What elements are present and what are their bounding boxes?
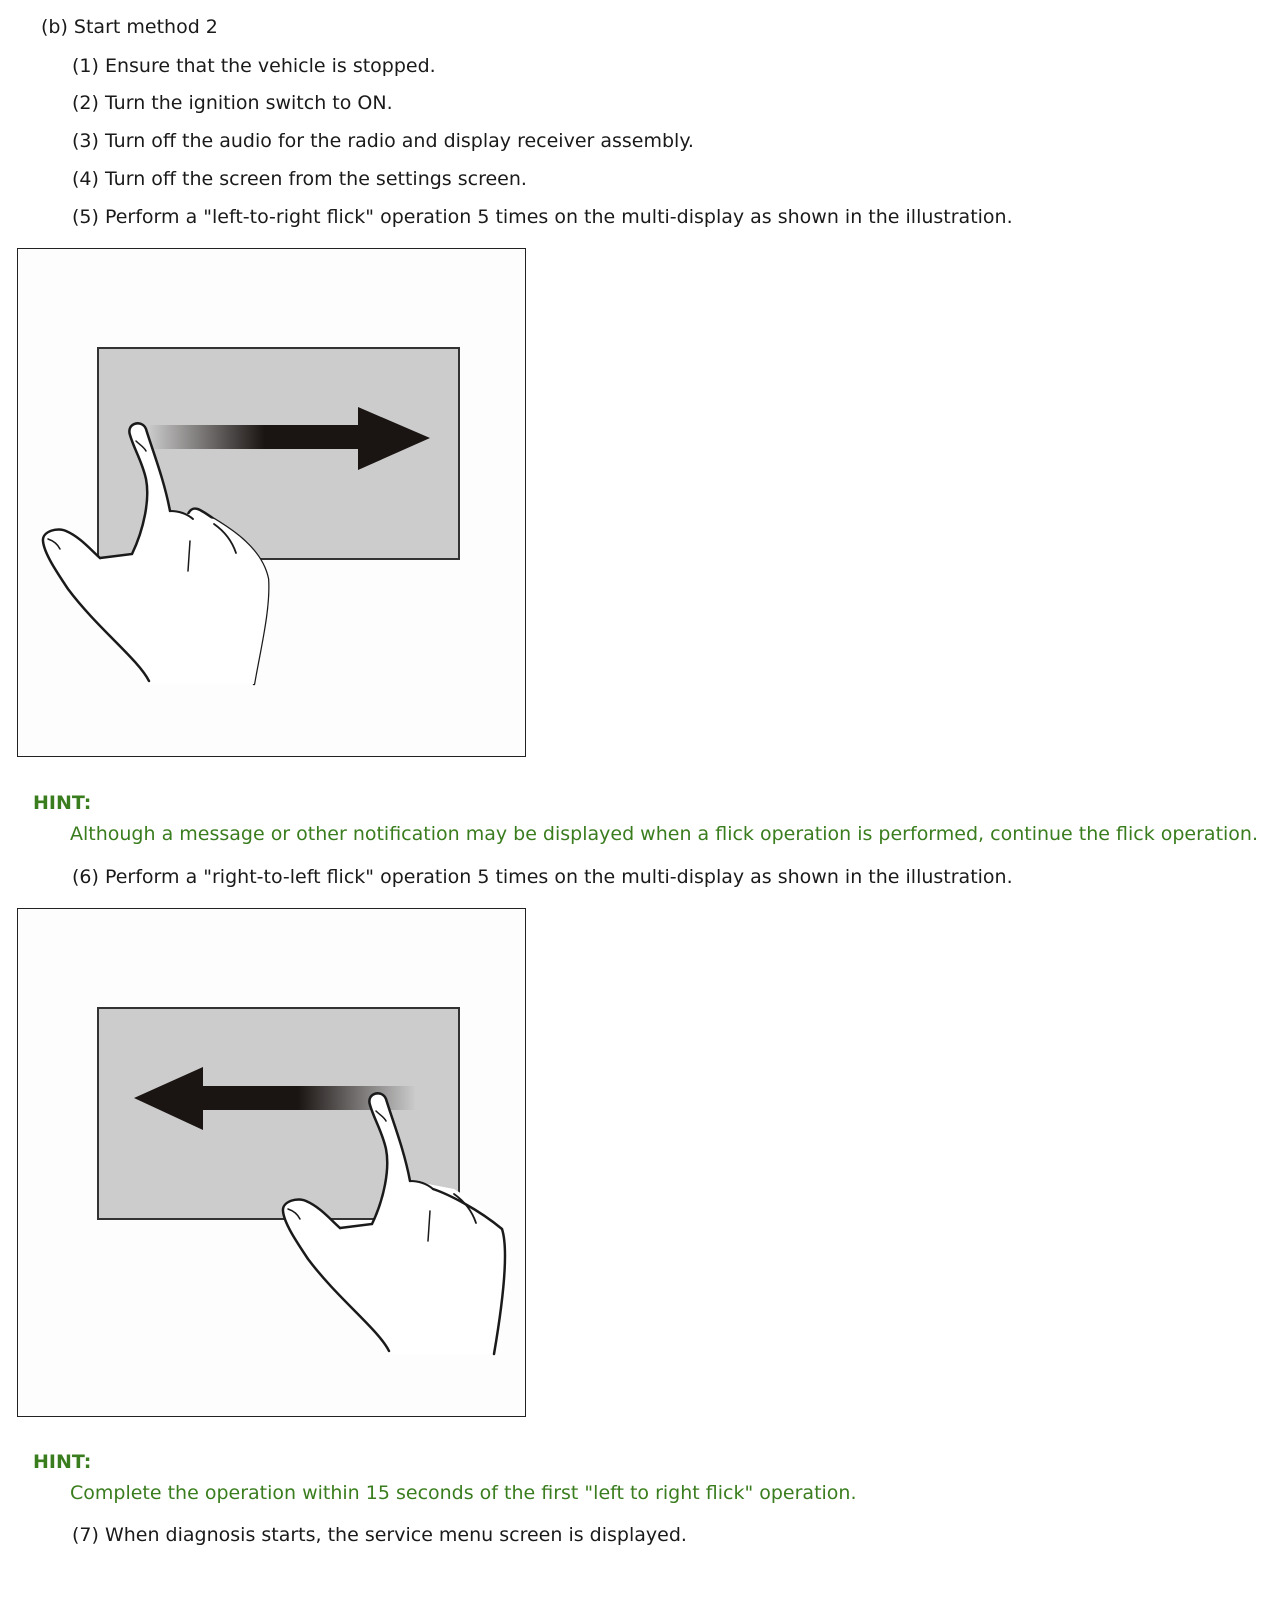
flick-arrow-shaft [148, 425, 360, 449]
hint-label-2: HINT: [33, 1451, 92, 1473]
hint-label-1: HINT: [33, 792, 92, 814]
hint-text-1: Although a message or other notification may be displayed when a flick operation is performed, continue the flick operation. [70, 823, 1259, 845]
step-5: (5) Perform a "left-to-right flick" operation 5 times on the multi-display as shown in the illustration. [72, 206, 1013, 228]
step-3: (3) Turn off the audio for the radio and display receiver assembly. [72, 130, 694, 152]
right-to-left-flick-figure [17, 908, 526, 1417]
left-to-right-flick-icon [18, 249, 525, 756]
step-2: (2) Turn the ignition switch to ON. [72, 92, 393, 114]
step-7: (7) When diagnosis starts, the service menu screen is displayed. [72, 1524, 687, 1546]
right-to-left-flick-icon [18, 909, 525, 1416]
step-6: (6) Perform a "right-to-left flick" operation 5 times on the multi-display as shown in the illustration. [72, 866, 1013, 888]
hint-text-2: Complete the operation within 15 seconds of the first "left to right flick" operation. [70, 1482, 857, 1504]
left-to-right-flick-figure [17, 248, 526, 757]
step-4: (4) Turn off the screen from the settings screen. [72, 168, 527, 190]
step-1: (1) Ensure that the vehicle is stopped. [72, 55, 436, 77]
section-heading: (b) Start method 2 [41, 16, 218, 38]
